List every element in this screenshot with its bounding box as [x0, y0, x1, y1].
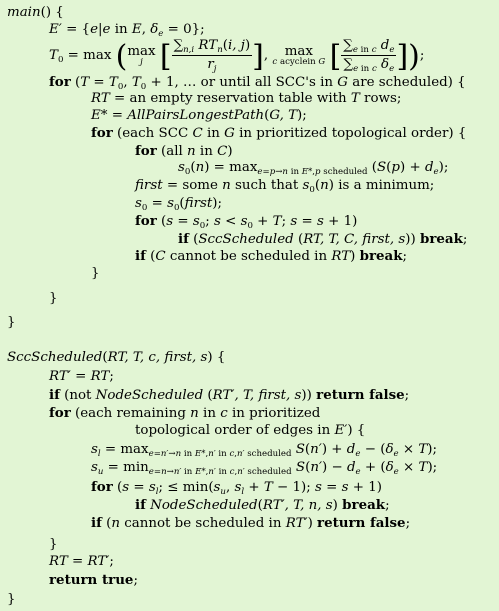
for-s: for ($s = s_0$; $s < s_0 + T$; s = s + 1): [135, 213, 358, 231]
s0-def: $s_0$ = $s_0(first)$;: [135, 196, 222, 213]
first-def: first = some n such that $s_0(n)$ is a minimum;: [135, 178, 435, 195]
e-prime-def: E′ = {e|e in E, $\delta_e = 0$};: [49, 22, 205, 39]
close-for: }: [49, 537, 58, 552]
close-main: }: [7, 315, 16, 330]
t0-def: $T_0 = \max (\max$ j [ $\frac{\sum_{n,i} RT_n(i, j)}{r_j}$ ], max c acyclein G [ $\frac{\sum_{e in c} d_e}{\sum_{e in c} \delta_e}$ ]);: [49, 38, 425, 74]
for-n: for (all n in C): [135, 143, 233, 159]
close-T: }: [49, 291, 58, 306]
for-T: for ($T = T_0$, $T_0 + 1$, … or until all SCC's in G are scheduled) {: [49, 74, 466, 92]
close-scc: }: [91, 266, 100, 281]
rt-init: RT = an empty reservation table with T rows;: [91, 91, 402, 106]
s0n-def: $s_0(n) = \max_{e=p\to n in E*,p scheduled} (S(p) + d_e)$;: [178, 160, 449, 177]
scc-head: SccScheduled(RT, T, c, first, s) {: [7, 350, 226, 365]
for-rem1: for (each remaining n in c in prioritized: [49, 405, 321, 421]
if-node2: if NodeScheduled(RT′, T, n, s) break;: [135, 497, 390, 513]
sl-def: $s_l = \max_{e=n'\to n in E*,n' in c,n' scheduled} S(n') + d_e - (\delta_e \times T)$;: [91, 442, 438, 459]
main-head: main() {: [7, 5, 64, 20]
rt-assign: RT = RT′;: [49, 554, 114, 569]
for-s2: for ($s = s_l$; ≤ $\min(s_u$, $s_l + T - 1$); s = s + 1): [91, 479, 382, 497]
if-n: if (n cannot be scheduled in RT′) return false;: [91, 515, 411, 531]
e-star: E* = AllPairsLongestPath(G, T);: [91, 108, 307, 123]
rt-prime: RT′ = RT;: [49, 369, 114, 384]
if-scc: if (SccScheduled (RT, T, C, first, s)) break;: [178, 231, 468, 247]
if-node: if (not NodeScheduled (RT′, T, first, s)) return false;: [49, 387, 410, 403]
su-def: $s_u = \min_{e=n\to n' in E*,n' in c,n' scheduled} S(n') - d_e + (\delta_e \times T)$;: [91, 460, 438, 477]
close-scc-fn: }: [7, 592, 16, 607]
if-c: if (C cannot be scheduled in RT) break;: [135, 248, 408, 264]
return-true: return true;: [49, 572, 138, 588]
for-rem2: topological order of edges in E′) {: [135, 423, 366, 438]
for-scc: for (each SCC C in G in prioritized topological order) {: [91, 125, 467, 141]
